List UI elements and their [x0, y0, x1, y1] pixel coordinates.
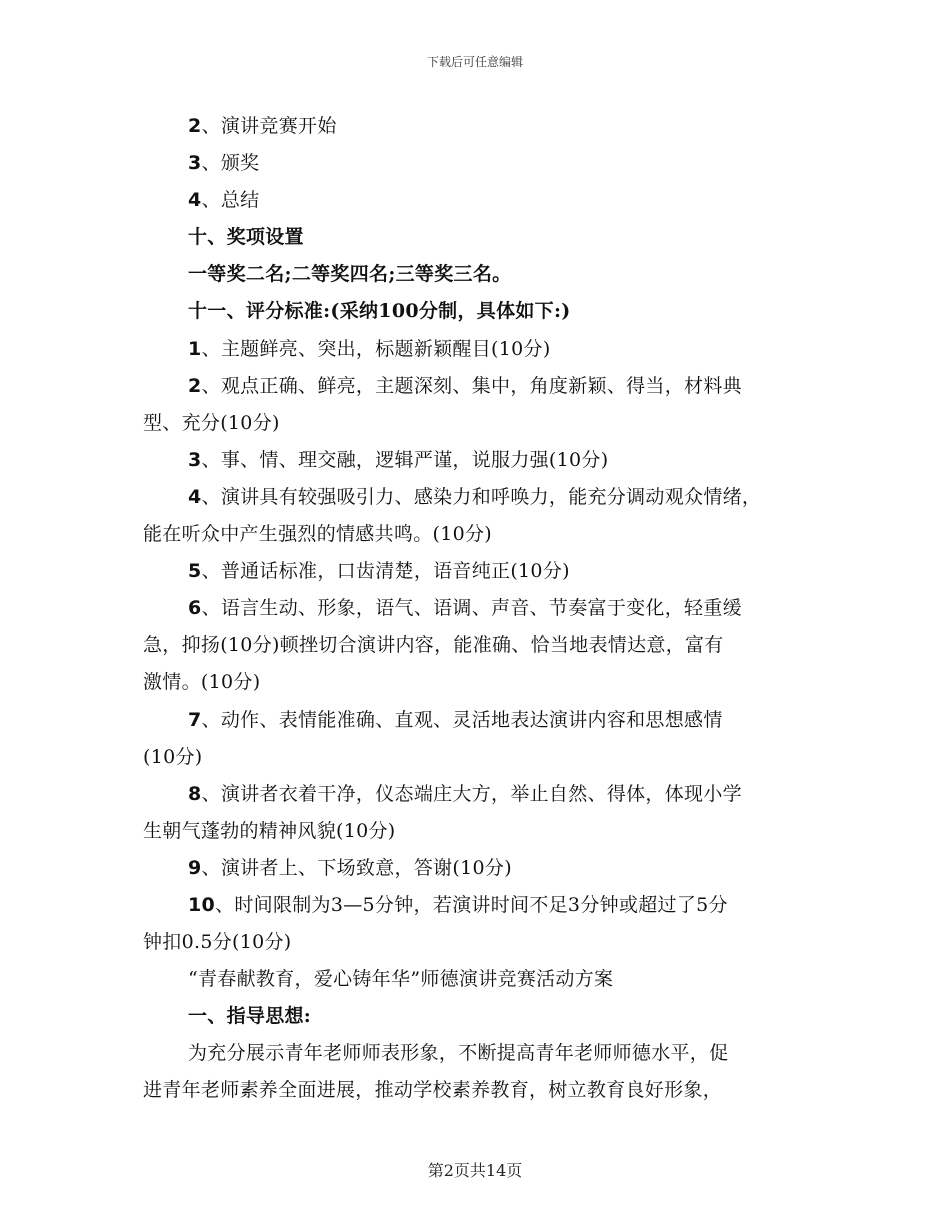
line-text: 、语言生动、形象，语气、语调、声音、节奏富于变化，轻重缓 — [201, 597, 742, 620]
item-number: 10 — [188, 893, 216, 916]
line-text: 、主题鲜亮、突出，标题新颖醒目(10分) — [201, 337, 551, 360]
text-line — [143, 776, 813, 813]
line-text: 、演讲者上、下场致意，答谢(10分) — [201, 856, 512, 879]
text-line — [143, 479, 813, 516]
line-text: 一、指导思想: — [188, 1005, 312, 1028]
line-text: 、颁奖 — [201, 152, 260, 175]
text-line — [143, 998, 813, 1035]
item-number: 8 — [188, 782, 202, 805]
line-text: 型、充分(10分) — [143, 411, 280, 434]
document-body — [143, 108, 813, 1110]
line-text: 为充分展示青年老师师表形象，不断提高青年老师师德水平，促 — [188, 1042, 729, 1065]
text-line — [143, 368, 813, 405]
item-number: 4 — [188, 189, 202, 212]
line-text: 生朝气蓬勃的精神风貌(10分) — [143, 819, 396, 842]
item-number: 7 — [188, 708, 202, 731]
text-line — [143, 331, 813, 368]
item-number: 2 — [188, 115, 202, 137]
line-text: 、事、情、理交融，逻辑严谨，说服力强(10分) — [201, 448, 609, 471]
text-line — [143, 627, 813, 664]
line-text: 、观点正确、鲜亮，主题深刻、集中，角度新颖、得当，材料典 — [201, 374, 742, 397]
text-line — [143, 405, 813, 442]
line-text: 十一、评分标准:(采纳100分制，具体如下:) — [188, 300, 571, 323]
text-line — [143, 702, 813, 739]
item-number: 9 — [188, 856, 202, 879]
line-text: 一等奖二名;二等奖四名;三等奖三名。 — [188, 263, 512, 286]
line-text: 、演讲竞赛开始 — [201, 115, 337, 137]
line-text: 进青年老师素养全面进展，推动学校素养教育，树立教育良好形象， — [143, 1079, 723, 1102]
text-line — [143, 924, 813, 961]
text-line — [143, 442, 813, 479]
line-text: 、总结 — [201, 189, 260, 212]
text-line — [143, 182, 813, 219]
text-line — [143, 813, 813, 850]
item-number: 6 — [188, 597, 202, 620]
line-text: 、演讲者衣着干净，仪态端庄大方，举止自然、得体，体现小学 — [201, 782, 742, 805]
text-line — [143, 850, 813, 887]
line-text: 十、奖项设置 — [188, 226, 304, 249]
page-footer: 第2页共14页 — [427, 1161, 523, 1180]
line-text: 、演讲具有较强吸引力、感染力和呼唤力，能充分调动观众情绪， — [201, 485, 762, 508]
text-line — [143, 516, 813, 553]
line-text: “青春献教育，爱心铸年华”师德演讲竞赛活动方案 — [188, 968, 614, 991]
text-line — [143, 553, 813, 590]
text-line — [143, 590, 813, 627]
item-number: 4 — [188, 485, 202, 508]
line-text: 、普通话标准，口齿清楚，语音纯正(10分) — [201, 560, 570, 583]
text-line — [143, 108, 813, 145]
text-line — [143, 256, 813, 293]
item-number: 3 — [188, 152, 202, 175]
text-line — [143, 739, 813, 776]
text-line — [143, 664, 813, 701]
item-number: 5 — [188, 560, 202, 583]
line-text: 钟扣0.5分(10分) — [143, 931, 292, 954]
item-number: 3 — [188, 448, 202, 471]
item-number: 2 — [188, 374, 202, 397]
line-text: 急，抑扬(10分)顿挫切合演讲内容，能准确、恰当地表情达意，富有 — [143, 634, 724, 657]
text-line — [143, 145, 813, 182]
line-text: 激情。(10分) — [143, 671, 261, 694]
line-text: (10分) — [143, 745, 203, 768]
text-line — [143, 1035, 813, 1072]
text-line — [143, 961, 813, 998]
item-number: 1 — [188, 337, 202, 360]
line-text: 、动作、表情能准确、直观、灵活地表达演讲内容和思想感情 — [201, 708, 723, 731]
text-line — [143, 887, 813, 924]
text-line — [143, 293, 813, 330]
page-header: 下载后可任意编辑 — [426, 55, 523, 69]
text-line — [143, 1072, 813, 1109]
text-line — [143, 219, 813, 256]
line-text: 能在听众中产生强烈的情感共鸣。(10分) — [143, 523, 493, 546]
line-text: 、时间限制为3—5分钟，若演讲时间不足3分钟或超过了5分 — [215, 893, 728, 916]
